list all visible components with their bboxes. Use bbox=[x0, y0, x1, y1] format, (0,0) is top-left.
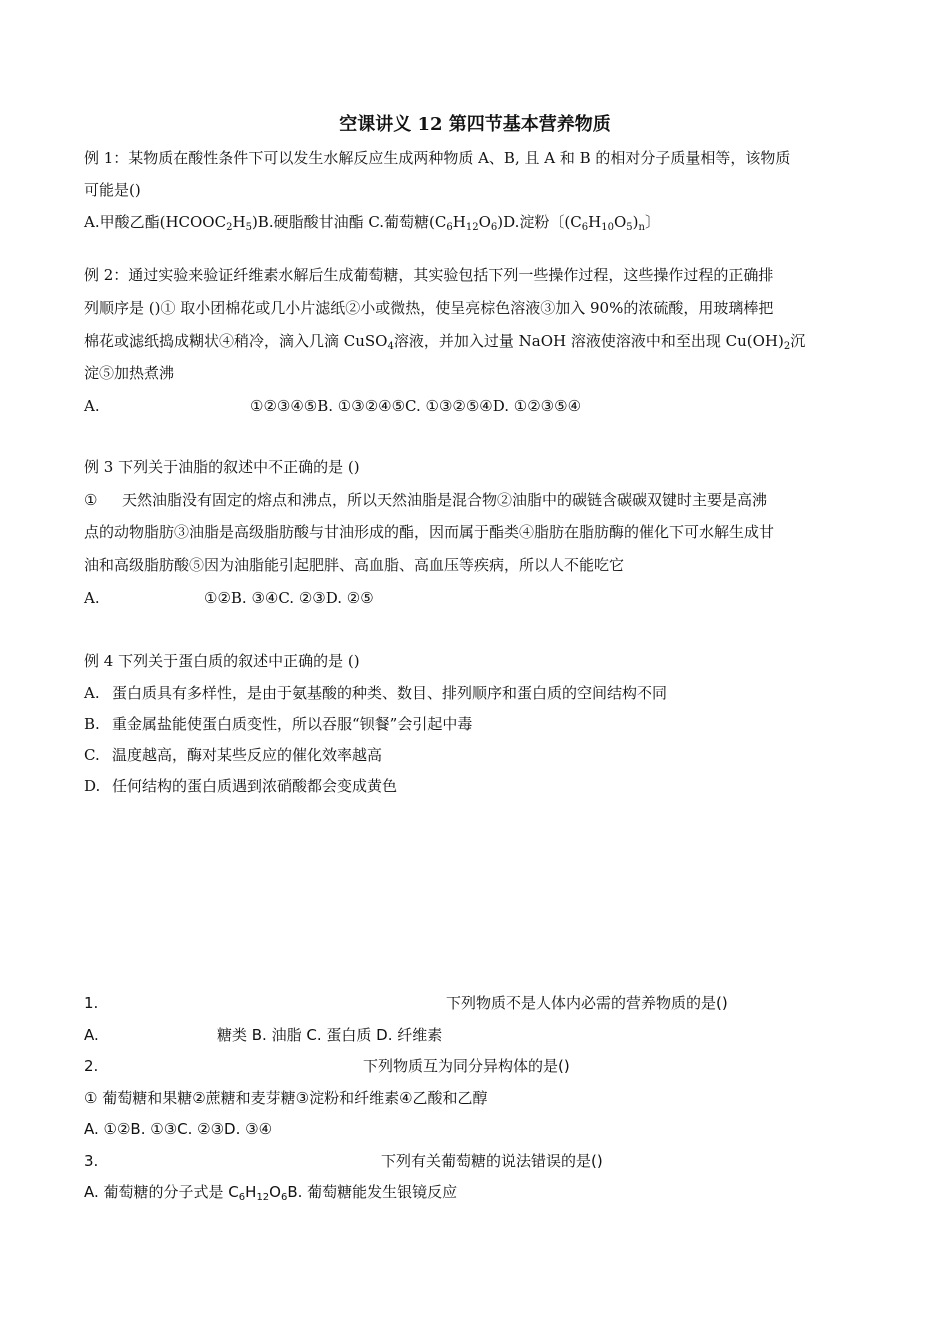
example-3-options: ①②B. ③④C. ②③D. ②⑤ bbox=[204, 589, 374, 607]
example-4-option-a-label: A. bbox=[84, 684, 100, 702]
example-1-options: A.甲酸乙酯$(HCOOC_2H_5)B$.硬脂酸甘油酯 C.葡萄糖$(C_6H_{12}O_6)D$.淀粉〔$(C_6H_{10}O_5)_n$〕 bbox=[84, 213, 660, 233]
example-1-line-2: 可能是() bbox=[84, 181, 141, 199]
question-1-text: 下列物质不是人体内必需的营养物质的是() bbox=[446, 994, 728, 1012]
example-2-option-label: A. bbox=[84, 397, 100, 415]
question-1-number: 1. bbox=[84, 994, 99, 1012]
example-4-option-c-label: C. bbox=[84, 746, 100, 764]
example-2-line-2: 列顺序是 ()① 取小团棉花或几小片滤纸②小或微热，使呈亮棕色溶液③加入 90%的浓硫酸，用玻璃棒把 bbox=[84, 299, 774, 317]
example-4-option-a: 蛋白质具有多样性，是由于氨基酸的种类、数目、排列顺序和蛋白质的空间结构不同 bbox=[112, 684, 668, 702]
page-title: 空课讲义 12 第四节基本营养物质 bbox=[339, 114, 611, 135]
example-3-line-3: 点的动物脂肪③油脂是高级脂肪酸与甘油形成的酯，因而属于酯类④脂肪在脂肪酶的催化下可水解生成甘 bbox=[84, 523, 775, 541]
example-4-option-c: 温度越高，酶对某些反应的催化效率越高 bbox=[112, 746, 383, 764]
example-1-line-1: 例 1：某物质在酸性条件下可以发生水解反应生成两种物质 A、B, 且 A 和 B 的相对分子质量相等，该物质 bbox=[84, 149, 791, 167]
example-3-option-label: A. bbox=[84, 589, 100, 607]
example-4-option-d-label: D. bbox=[84, 777, 101, 795]
question-2-text: 下列物质互为同分异构体的是() bbox=[363, 1057, 570, 1075]
example-2-line-3: 棉花或滤纸捣成糊状④稍冷，滴入几滴 CuSO$_4$溶液，并加入过量 NaOH 溶液使溶液中和至出现 $Cu(OH)_2$沉 bbox=[84, 332, 806, 352]
example-3-line-4: 油和高级脂肪酸⑤因为油脂能引起肥胖、高血脂、高血压等疾病，所以人不能吃它 bbox=[84, 556, 625, 574]
question-3-number: 3. bbox=[84, 1152, 99, 1170]
example-2-line-4: 淀⑤加热煮沸 bbox=[84, 364, 175, 382]
example-4-option-d: 任何结构的蛋白质遇到浓硝酸都会变成黄色 bbox=[112, 777, 398, 795]
question-2-number: 2. bbox=[84, 1057, 99, 1075]
example-4-option-b-label: B. bbox=[84, 715, 100, 733]
example-3-line-1: 例 3 下列关于油脂的叙述中不正确的是 () bbox=[84, 458, 360, 476]
example-3-line-2: 天然油脂没有固定的熔点和沸点，所以天然油脂是混合物②油脂中的碳链含碳碳双键时主要是高沸 bbox=[122, 491, 768, 509]
question-3-text: 下列有关葡萄糖的说法错误的是() bbox=[381, 1152, 603, 1170]
example-2-options: ①②③④⑤B. ①③②④⑤C. ①③②⑤④D. ①②③⑤④ bbox=[250, 397, 582, 415]
question-1-option-label: A. bbox=[84, 1026, 99, 1044]
example-4-option-b: 重金属盐能使蛋白质变性，所以吞服“钡餐”会引起中毒 bbox=[112, 715, 473, 733]
question-2-items: ① 葡萄糖和果糖②蔗糖和麦芽糖③淀粉和纤维素④乙酸和乙醇 bbox=[84, 1089, 488, 1107]
question-3-options: A. 葡萄糖的分子式是 $C_6H_{12}O_6B$. 葡萄糖能发生银镜反应 bbox=[84, 1183, 458, 1203]
question-2-options: A. ①②B. ①③C. ②③D. ③④ bbox=[84, 1120, 273, 1138]
example-2-line-1: 例 2：通过实验来验证纤维素水解后生成葡萄糖，其实验包括下列一些操作过程，这些操作过程的正确排 bbox=[84, 266, 774, 284]
example-3-line-2-number: ① bbox=[84, 491, 98, 509]
question-1-options: 糖类 B. 油脂 C. 蛋白质 D. 纤维素 bbox=[217, 1026, 443, 1044]
example-4-line-1: 例 4 下列关于蛋白质的叙述中正确的是 () bbox=[84, 652, 360, 670]
